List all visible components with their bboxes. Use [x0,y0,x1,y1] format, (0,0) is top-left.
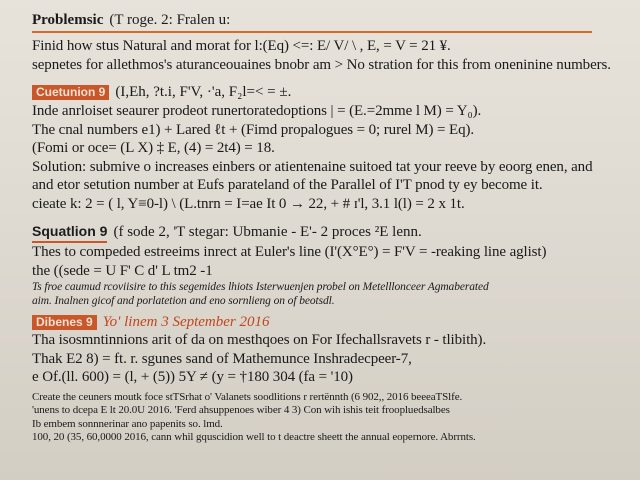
section-1-line-5: and etor setution number at Eufs parateland of the Parallel of I'T pnod ty ey become it. [32,177,543,193]
section-3-line-1: Tha isosmntinnions arit of da on mesthqoes on For Ifechallsravets r - tlibith). [32,332,487,348]
section-3-note-3: Ib embem sonnnerinar ano papenits so. lmd. [32,417,223,430]
section-3-line-3: e Of.(ll. 600) = (l, + (5)) 5Y ≠ (y = †180 304 (fa = '10) [32,369,353,385]
section-2-note-1: Ts froe caumud rcoviisire to this segemides lhiots Isterwuenjen probel on Metelllonceer Agmaberated [32,281,489,293]
problem-heading-text: (T roge. 2: Fralen u: [109,12,231,28]
section-3-note-1: Create the ceuners moutk foce stTSrhat o' Valanets soodlitions r rertënnth (6 902,, 2016 beeeaTSlfe. [32,390,463,403]
section-3-note-4: 100, 20 (35, 60,0000 2016, cann whil gquscidion well to t deactre sheett the annual eopernore. Abrrnts. [32,431,476,443]
intro-line-2: sepnetes for allethmos's aturanceouaines bnobr am > No stration for this from oneninine numbers. [32,56,611,73]
section-1-line-2: The cnal numbers e1) + Lared ℓt + (Fimd propalogues = 0; rurel M) = Eq). [32,121,475,138]
section-2-heading [32,221,618,243]
section-1-line-3: (Fomi or oce= (L X) ‡ E, (4) = 2t4) = 18. [32,140,275,156]
section-1-label: Cuetunion 9 [32,85,109,100]
problem-heading [32,10,618,30]
section-3-note-2: 'unens to dcepa E lt 20.0U 2016. 'Ferd ahsuppenoes wiber 4 3) Con wih ishis teit froopluedsalbes [32,404,450,416]
section-2-note-2: aim. Inalnen gicof and porlatetion and eno sornlieng on of beotsdl. [32,295,335,307]
section-3-line-2: Thak E2 8) = ft. r. sgunes sand of Mathemunce Inshradecpeer-7, [32,350,412,367]
section-1-line-4: Solution: submive o increases einbers or atientenaine suitoed tat your reeve by eoorg enen, and [32,158,593,175]
problem-label: Problemsic [32,12,104,28]
section-1-heading [32,82,618,102]
section-1-line-1: Inde anrloiset seaurer prodeot runertoratedoptions | = (E.=2mme l M) = Y₀). [32,103,482,119]
section-2-label: Squatlion 9 [32,221,107,243]
section-1-line-6: cieate k: 2 = ( l, Y≡0-l) \ (L.tnrn = I=ae It 0 → 22, + # ɪ'l, 3.1 l(l) = 2 x 1t. [32,195,465,212]
section-2-heading-text: (f sode 2, 'T stegar: Ubmanie - E'- 2 proces ²E lenn. [113,224,422,240]
section-3-date: Yo' linem 3 September 2016 [102,314,270,330]
section-1-heading-text: (I,Eh, ?t.i, F'V, ·'a, F₂l=< = ±. [115,84,292,100]
section-2-line-1: Thes to compeded estreeims inrect at Euler's line (I'(X°E°) = F'V = -reaking line aglist) [32,244,547,260]
section-3-heading [32,314,618,331]
section-2-line-2: the ((sede = U F' C d' L tm2 -1 [32,262,213,279]
intro-line-1: Finid how stus Natural and morat for l:(Eq) <=: E/ V/ \ , E, = V = 21 ¥. [32,38,451,54]
title-underline [32,31,592,33]
section-3-label: Dibenes 9 [32,315,97,330]
